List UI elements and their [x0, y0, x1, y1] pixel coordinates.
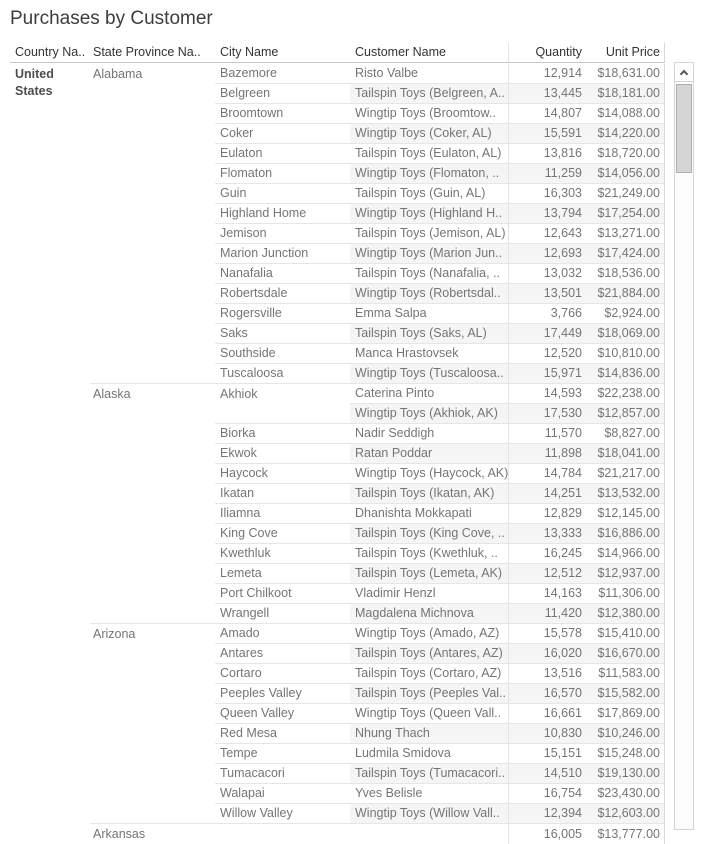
unit-price-cell[interactable]: $13,777.00 [585, 824, 665, 844]
customer-cell[interactable]: Wingtip Toys (Queen Vall.. [350, 704, 508, 724]
quantity-cell[interactable]: 13,501 [508, 284, 585, 304]
city-cell[interactable]: Wrangell [215, 604, 350, 624]
customer-cell[interactable]: Wingtip Toys (Haycock, AK) [350, 464, 508, 484]
unit-price-cell[interactable]: $11,583.00 [585, 664, 665, 684]
table-row [10, 504, 665, 524]
city-cell[interactable]: Kwethluk [215, 544, 350, 564]
quantity-cell[interactable]: 13,032 [508, 264, 585, 284]
quantity-cell[interactable]: 12,829 [508, 504, 585, 524]
chevron-up-icon [680, 69, 688, 77]
unit-price-cell[interactable]: $14,088.00 [585, 104, 665, 124]
unit-price-cell[interactable]: $18,536.00 [585, 264, 665, 284]
unit-price-cell[interactable]: $18,631.00 [585, 64, 665, 84]
quantity-cell[interactable]: 16,303 [508, 184, 585, 204]
unit-price-cell[interactable]: $16,886.00 [585, 524, 665, 544]
column-header-quantity[interactable]: Quantity [508, 43, 585, 62]
table-row [10, 304, 665, 324]
city-cell[interactable]: Jemison [215, 224, 350, 244]
table-row [10, 404, 665, 424]
country-cell[interactable]: United States [15, 67, 54, 98]
unit-price-cell[interactable]: $12,937.00 [585, 564, 665, 584]
quantity-cell[interactable]: 15,591 [508, 124, 585, 144]
state-cell [90, 644, 215, 664]
city-cell[interactable]: Peeples Valley [215, 684, 350, 704]
customer-cell[interactable]: Manca Hrastovsek [350, 344, 508, 364]
state-cell [90, 84, 215, 104]
customer-cell[interactable]: Tailspin Toys (Eulaton, AL) [350, 144, 508, 164]
customer-cell[interactable]: Wingtip Toys (Broomtow.. [350, 104, 508, 124]
quantity-cell[interactable]: 14,163 [508, 584, 585, 604]
unit-price-cell[interactable]: $10,246.00 [585, 724, 665, 744]
country-cell [10, 604, 90, 624]
city-cell[interactable]: Ekwok [215, 444, 350, 464]
customer-cell[interactable]: Tailspin Toys (Lemeta, AK) [350, 564, 508, 584]
city-cell[interactable]: Akhiok [220, 387, 258, 401]
customer-cell[interactable]: Ratan Poddar [350, 444, 508, 464]
quantity-cell[interactable]: 15,578 [508, 624, 585, 644]
country-cell [10, 144, 90, 164]
city-cell[interactable]: Walapai [215, 784, 350, 804]
customer-cell[interactable]: Wingtip Toys (Akhiok, AK) [350, 404, 508, 424]
quantity-cell[interactable]: 12,643 [508, 224, 585, 244]
customer-cell[interactable]: Tailspin Toys (Peeples Val.. [350, 684, 508, 704]
country-cell [10, 564, 90, 584]
quantity-cell[interactable]: 16,245 [508, 544, 585, 564]
country-cell [10, 424, 90, 444]
country-cell [10, 724, 90, 744]
table-row [10, 624, 665, 644]
state-cell [90, 164, 215, 184]
state-cell [90, 704, 215, 724]
state-cell [90, 244, 215, 264]
quantity-cell[interactable]: 12,693 [508, 244, 585, 264]
unit-price-cell[interactable]: $15,582.00 [585, 684, 665, 704]
state-cell [90, 564, 215, 584]
unit-price-cell[interactable]: $15,410.00 [585, 624, 665, 644]
quantity-cell[interactable]: 16,661 [508, 704, 585, 724]
country-cell [10, 664, 90, 684]
quantity-cell[interactable]: 14,593 [508, 384, 585, 404]
customer-cell[interactable]: Tailspin Toys (Kwethluk, .. [350, 544, 508, 564]
customer-cell[interactable]: Tailspin Toys (King Cove, .. [350, 524, 508, 544]
state-cell [90, 744, 215, 764]
state-cell [90, 524, 215, 544]
city-cell[interactable]: Port Chilkoot [215, 584, 350, 604]
state-cell [90, 584, 215, 604]
unit-price-cell[interactable]: $14,056.00 [585, 164, 665, 184]
customer-cell[interactable]: Tailspin Toys (Nanafalia, .. [350, 264, 508, 284]
unit-price-cell[interactable]: $18,181.00 [585, 84, 665, 104]
table-row [10, 84, 665, 104]
city-cell[interactable]: Tuscaloosa [215, 364, 350, 384]
quantity-cell[interactable]: 17,449 [508, 324, 585, 344]
state-cell [90, 764, 215, 784]
quantity-cell[interactable]: 11,570 [508, 424, 585, 444]
state-cell [90, 784, 215, 804]
table-row [10, 764, 665, 784]
unit-price-cell[interactable]: $8,827.00 [585, 424, 665, 444]
unit-price-cell[interactable]: $12,380.00 [585, 604, 665, 624]
state-cell [90, 544, 215, 564]
customer-cell[interactable]: Emma Salpa [350, 304, 508, 324]
customer-cell[interactable]: Yves Belisle [350, 784, 508, 804]
table-row [10, 224, 665, 244]
country-cell [10, 184, 90, 204]
country-cell [10, 464, 90, 484]
city-cell[interactable]: Amado [215, 624, 350, 644]
country-cell [10, 584, 90, 604]
unit-price-cell[interactable]: $16,670.00 [585, 644, 665, 664]
table-row [10, 184, 665, 204]
column-header-country-name[interactable]: Country Na.. [15, 45, 86, 59]
table-row [10, 464, 665, 484]
country-cell [10, 324, 90, 344]
unit-price-cell[interactable]: $11,306.00 [585, 584, 665, 604]
unit-price-cell[interactable]: $19,130.00 [585, 764, 665, 784]
city-cell[interactable]: Guin [215, 184, 350, 204]
table-row [10, 544, 665, 564]
state-cell [90, 224, 215, 244]
city-cell[interactable]: Coker [215, 124, 350, 144]
unit-price-cell[interactable]: $17,869.00 [585, 704, 665, 724]
customer-cell[interactable]: Wingtip Toys (Coker, AL) [350, 124, 508, 144]
customer-cell[interactable]: Vladimir Henzl [350, 584, 508, 604]
unit-price-cell[interactable]: $12,603.00 [585, 804, 665, 824]
customer-cell[interactable]: Magdalena Michnova [350, 604, 508, 624]
country-cell [10, 124, 90, 144]
column-header-state-province[interactable]: State Province Na.. [93, 45, 201, 59]
column-header-customer-name[interactable]: Customer Name [355, 45, 446, 59]
unit-price-cell[interactable]: $18,720.00 [585, 144, 665, 164]
table-row [10, 164, 665, 184]
state-cell [90, 284, 215, 304]
table-row [10, 584, 665, 604]
state-cell [90, 464, 215, 484]
scrollbar-thumb[interactable] [676, 84, 692, 173]
quantity-cell[interactable]: 17,530 [508, 404, 585, 424]
table-row [10, 484, 665, 504]
country-cell [10, 444, 90, 464]
unit-price-cell[interactable]: $14,966.00 [585, 544, 665, 564]
unit-price-cell[interactable]: $21,884.00 [585, 284, 665, 304]
city-cell[interactable]: Flomaton [215, 164, 350, 184]
unit-price-cell[interactable]: $10,810.00 [585, 344, 665, 364]
state-cell [90, 804, 215, 824]
table-row [10, 364, 665, 384]
table-row [10, 784, 665, 804]
table-row [10, 384, 665, 404]
customer-cell[interactable]: Wingtip Toys (Willow Vall.. [350, 804, 508, 824]
quantity-cell[interactable]: 14,251 [508, 484, 585, 504]
country-cell [10, 104, 90, 124]
table-row [10, 524, 665, 544]
quantity-cell[interactable]: 11,420 [508, 604, 585, 624]
quantity-cell[interactable]: 16,005 [508, 824, 585, 844]
quantity-cell[interactable]: 16,570 [508, 684, 585, 704]
customer-cell[interactable]: Tailspin Toys (Antares, AZ) [350, 644, 508, 664]
state-cell [90, 124, 215, 144]
quantity-cell[interactable]: 14,510 [508, 764, 585, 784]
quantity-cell[interactable]: 13,333 [508, 524, 585, 544]
state-cell [90, 684, 215, 704]
state-cell [90, 424, 215, 444]
customer-cell[interactable]: Tailspin Toys (Guin, AL) [350, 184, 508, 204]
state-cell[interactable]: Arkansas [93, 827, 146, 841]
table-row [10, 804, 665, 824]
country-cell [10, 344, 90, 364]
quantity-cell[interactable]: 11,259 [508, 164, 585, 184]
table-row [10, 744, 665, 764]
table-row [10, 284, 665, 304]
unit-price-cell[interactable]: $18,069.00 [585, 324, 665, 344]
country-cell [10, 644, 90, 664]
unit-price-cell[interactable]: $15,248.00 [585, 744, 665, 764]
city-cell[interactable]: Haycock [215, 464, 350, 484]
quantity-cell[interactable]: 15,971 [508, 364, 585, 384]
customer-cell[interactable]: Tailspin Toys (Saks, AL) [350, 324, 508, 344]
state-cell [90, 304, 215, 324]
quantity-cell[interactable]: 12,512 [508, 564, 585, 584]
state-cell [90, 364, 215, 384]
unit-price-cell[interactable]: $13,271.00 [585, 224, 665, 244]
country-cell [10, 544, 90, 564]
city-cell[interactable]: Robertsdale [215, 284, 350, 304]
table-row [10, 124, 665, 144]
quantity-cell[interactable]: 12,394 [508, 804, 585, 824]
city-cell[interactable]: King Cove [215, 524, 350, 544]
table-row [10, 684, 665, 704]
state-cell [90, 444, 215, 464]
city-cell[interactable]: Saks [215, 324, 350, 344]
unit-price-cell[interactable]: $21,217.00 [585, 464, 665, 484]
customer-cell[interactable]: Risto Valbe [350, 64, 508, 84]
city-cell[interactable]: Highland Home [215, 204, 350, 224]
page-title: Purchases by Customer [10, 8, 213, 29]
country-cell [10, 764, 90, 784]
state-cell [90, 604, 215, 624]
country-cell [10, 264, 90, 284]
unit-price-cell[interactable]: $14,220.00 [585, 124, 665, 144]
customer-cell[interactable]: Nhung Thach [350, 724, 508, 744]
country-cell [10, 784, 90, 804]
table-row [10, 344, 665, 364]
table-row [10, 244, 665, 264]
customer-cell[interactable]: Tailspin Toys (Cortaro, AZ) [350, 664, 508, 684]
customer-cell[interactable]: Ludmila Smidova [350, 744, 508, 764]
city-cell[interactable]: Tumacacori [215, 764, 350, 784]
quantity-cell[interactable]: 16,020 [508, 644, 585, 664]
city-cell[interactable]: Nanafalia [215, 264, 350, 284]
customer-cell[interactable]: Tailspin Toys (Tumacacori.. [350, 764, 508, 784]
state-cell [90, 324, 215, 344]
table-row [10, 324, 665, 344]
scroll-up-button[interactable] [675, 63, 693, 82]
city-cell[interactable]: Lemeta [215, 564, 350, 584]
table-row [10, 424, 665, 444]
quantity-cell[interactable]: 13,516 [508, 664, 585, 684]
table-row [10, 264, 665, 284]
table-row [10, 564, 665, 584]
state-cell [90, 504, 215, 524]
country-cell [10, 244, 90, 264]
country-cell [10, 524, 90, 544]
country-cell [10, 304, 90, 324]
city-cell[interactable]: Rogersville [215, 304, 350, 324]
customer-cell[interactable]: Wingtip Toys (Flomaton, .. [350, 164, 508, 184]
quantity-cell[interactable]: 15,151 [508, 744, 585, 764]
city-cell[interactable]: Antares [215, 644, 350, 664]
city-cell[interactable]: Southside [215, 344, 350, 364]
state-cell[interactable]: Alaska [93, 387, 131, 401]
customer-cell[interactable]: Wingtip Toys (Tuscaloosa.. [350, 364, 508, 384]
country-cell [10, 224, 90, 244]
customer-cell [350, 824, 508, 844]
state-cell [90, 144, 215, 164]
state-cell [90, 484, 215, 504]
city-cell[interactable]: Biorka [215, 424, 350, 444]
state-cell [90, 404, 215, 424]
country-cell [10, 284, 90, 304]
unit-price-cell[interactable]: $12,857.00 [585, 404, 665, 424]
table-row [10, 144, 665, 164]
table-row [10, 664, 665, 684]
table-row-partial [10, 824, 665, 844]
state-cell [90, 204, 215, 224]
vertical-scrollbar[interactable] [674, 62, 694, 830]
state-cell [90, 264, 215, 284]
city-cell[interactable]: Cortaro [215, 664, 350, 684]
city-cell[interactable]: Iliamna [215, 504, 350, 524]
city-cell[interactable]: Bazemore [215, 64, 350, 84]
table-row [10, 644, 665, 664]
table-row [10, 704, 665, 724]
unit-price-cell[interactable]: $18,041.00 [585, 444, 665, 464]
city-cell[interactable]: Marion Junction [215, 244, 350, 264]
quantity-cell[interactable]: 3,766 [508, 304, 585, 324]
country-cell [10, 684, 90, 704]
unit-price-cell[interactable]: $12,145.00 [585, 504, 665, 524]
state-cell [90, 184, 215, 204]
table-header-row [10, 44, 665, 63]
state-cell [90, 344, 215, 364]
quantity-cell[interactable]: 16,754 [508, 784, 585, 804]
quantity-cell[interactable]: 11,898 [508, 444, 585, 464]
country-cell [10, 404, 90, 424]
quantity-cell[interactable]: 14,784 [508, 464, 585, 484]
customer-cell[interactable]: Wingtip Toys (Robertsdal.. [350, 284, 508, 304]
customer-cell[interactable]: Nadir Seddigh [350, 424, 508, 444]
country-cell [10, 824, 90, 844]
country-cell [10, 364, 90, 384]
customer-cell[interactable]: Caterina Pinto [350, 384, 508, 404]
unit-price-cell[interactable]: $21,249.00 [585, 184, 665, 204]
state-cell [90, 724, 215, 744]
unit-price-cell[interactable]: $13,532.00 [585, 484, 665, 504]
customer-cell[interactable]: Tailspin Toys (Jemison, AL) [350, 224, 508, 244]
city-cell[interactable]: Willow Valley [215, 804, 350, 824]
country-cell [10, 204, 90, 224]
quantity-cell[interactable]: 13,816 [508, 144, 585, 164]
column-header-unit-price[interactable]: Unit Price [585, 43, 665, 62]
quantity-cell[interactable]: 12,914 [508, 64, 585, 84]
city-cell[interactable]: Ikatan [215, 484, 350, 504]
country-cell [10, 704, 90, 724]
table-row [10, 444, 665, 464]
table-body [10, 64, 665, 841]
state-cell [90, 664, 215, 684]
city-cell[interactable]: Red Mesa [215, 724, 350, 744]
customer-cell[interactable]: Wingtip Toys (Highland H.. [350, 204, 508, 224]
city-cell [215, 824, 350, 844]
unit-price-cell[interactable]: $14,836.00 [585, 364, 665, 384]
state-cell[interactable]: Alabama [93, 67, 143, 81]
city-cell[interactable]: Tempe [215, 744, 350, 764]
customer-cell[interactable]: Dhanishta Mokkapati [350, 504, 508, 524]
country-cell [10, 744, 90, 764]
state-cell[interactable]: Arizona [93, 627, 136, 641]
table-row [10, 604, 665, 624]
country-cell [10, 804, 90, 824]
city-cell[interactable]: Eulaton [215, 144, 350, 164]
country-cell [10, 384, 90, 404]
customer-cell[interactable]: Wingtip Toys (Amado, AZ) [350, 624, 508, 644]
column-header-city-name[interactable]: City Name [220, 45, 279, 59]
country-cell [10, 504, 90, 524]
state-cell [90, 104, 215, 124]
country-cell [10, 624, 90, 644]
country-cell [10, 484, 90, 504]
table-row [10, 104, 665, 124]
quantity-cell[interactable]: 13,445 [508, 84, 585, 104]
quantity-cell[interactable]: 12,520 [508, 344, 585, 364]
customer-cell[interactable]: Tailspin Toys (Ikatan, AK) [350, 484, 508, 504]
country-cell [10, 164, 90, 184]
city-cell[interactable]: Queen Valley [215, 704, 350, 724]
unit-price-cell[interactable]: $17,254.00 [585, 204, 665, 224]
city-cell [215, 404, 350, 424]
city-cell[interactable]: Broomtown [215, 104, 350, 124]
unit-price-cell[interactable]: $17,424.00 [585, 244, 665, 264]
city-cell[interactable]: Belgreen [215, 84, 350, 104]
unit-price-cell[interactable]: $2,924.00 [585, 304, 665, 324]
unit-price-cell[interactable]: $23,430.00 [585, 784, 665, 804]
country-cell [10, 84, 90, 104]
customer-cell[interactable]: Wingtip Toys (Marion Jun.. [350, 244, 508, 264]
quantity-cell[interactable]: 13,794 [508, 204, 585, 224]
customer-cell[interactable]: Tailspin Toys (Belgreen, A.. [350, 84, 508, 104]
quantity-cell[interactable]: 10,830 [508, 724, 585, 744]
unit-price-cell[interactable]: $22,238.00 [585, 384, 665, 404]
quantity-cell[interactable]: 14,807 [508, 104, 585, 124]
table-row [10, 204, 665, 224]
table-row [10, 724, 665, 744]
